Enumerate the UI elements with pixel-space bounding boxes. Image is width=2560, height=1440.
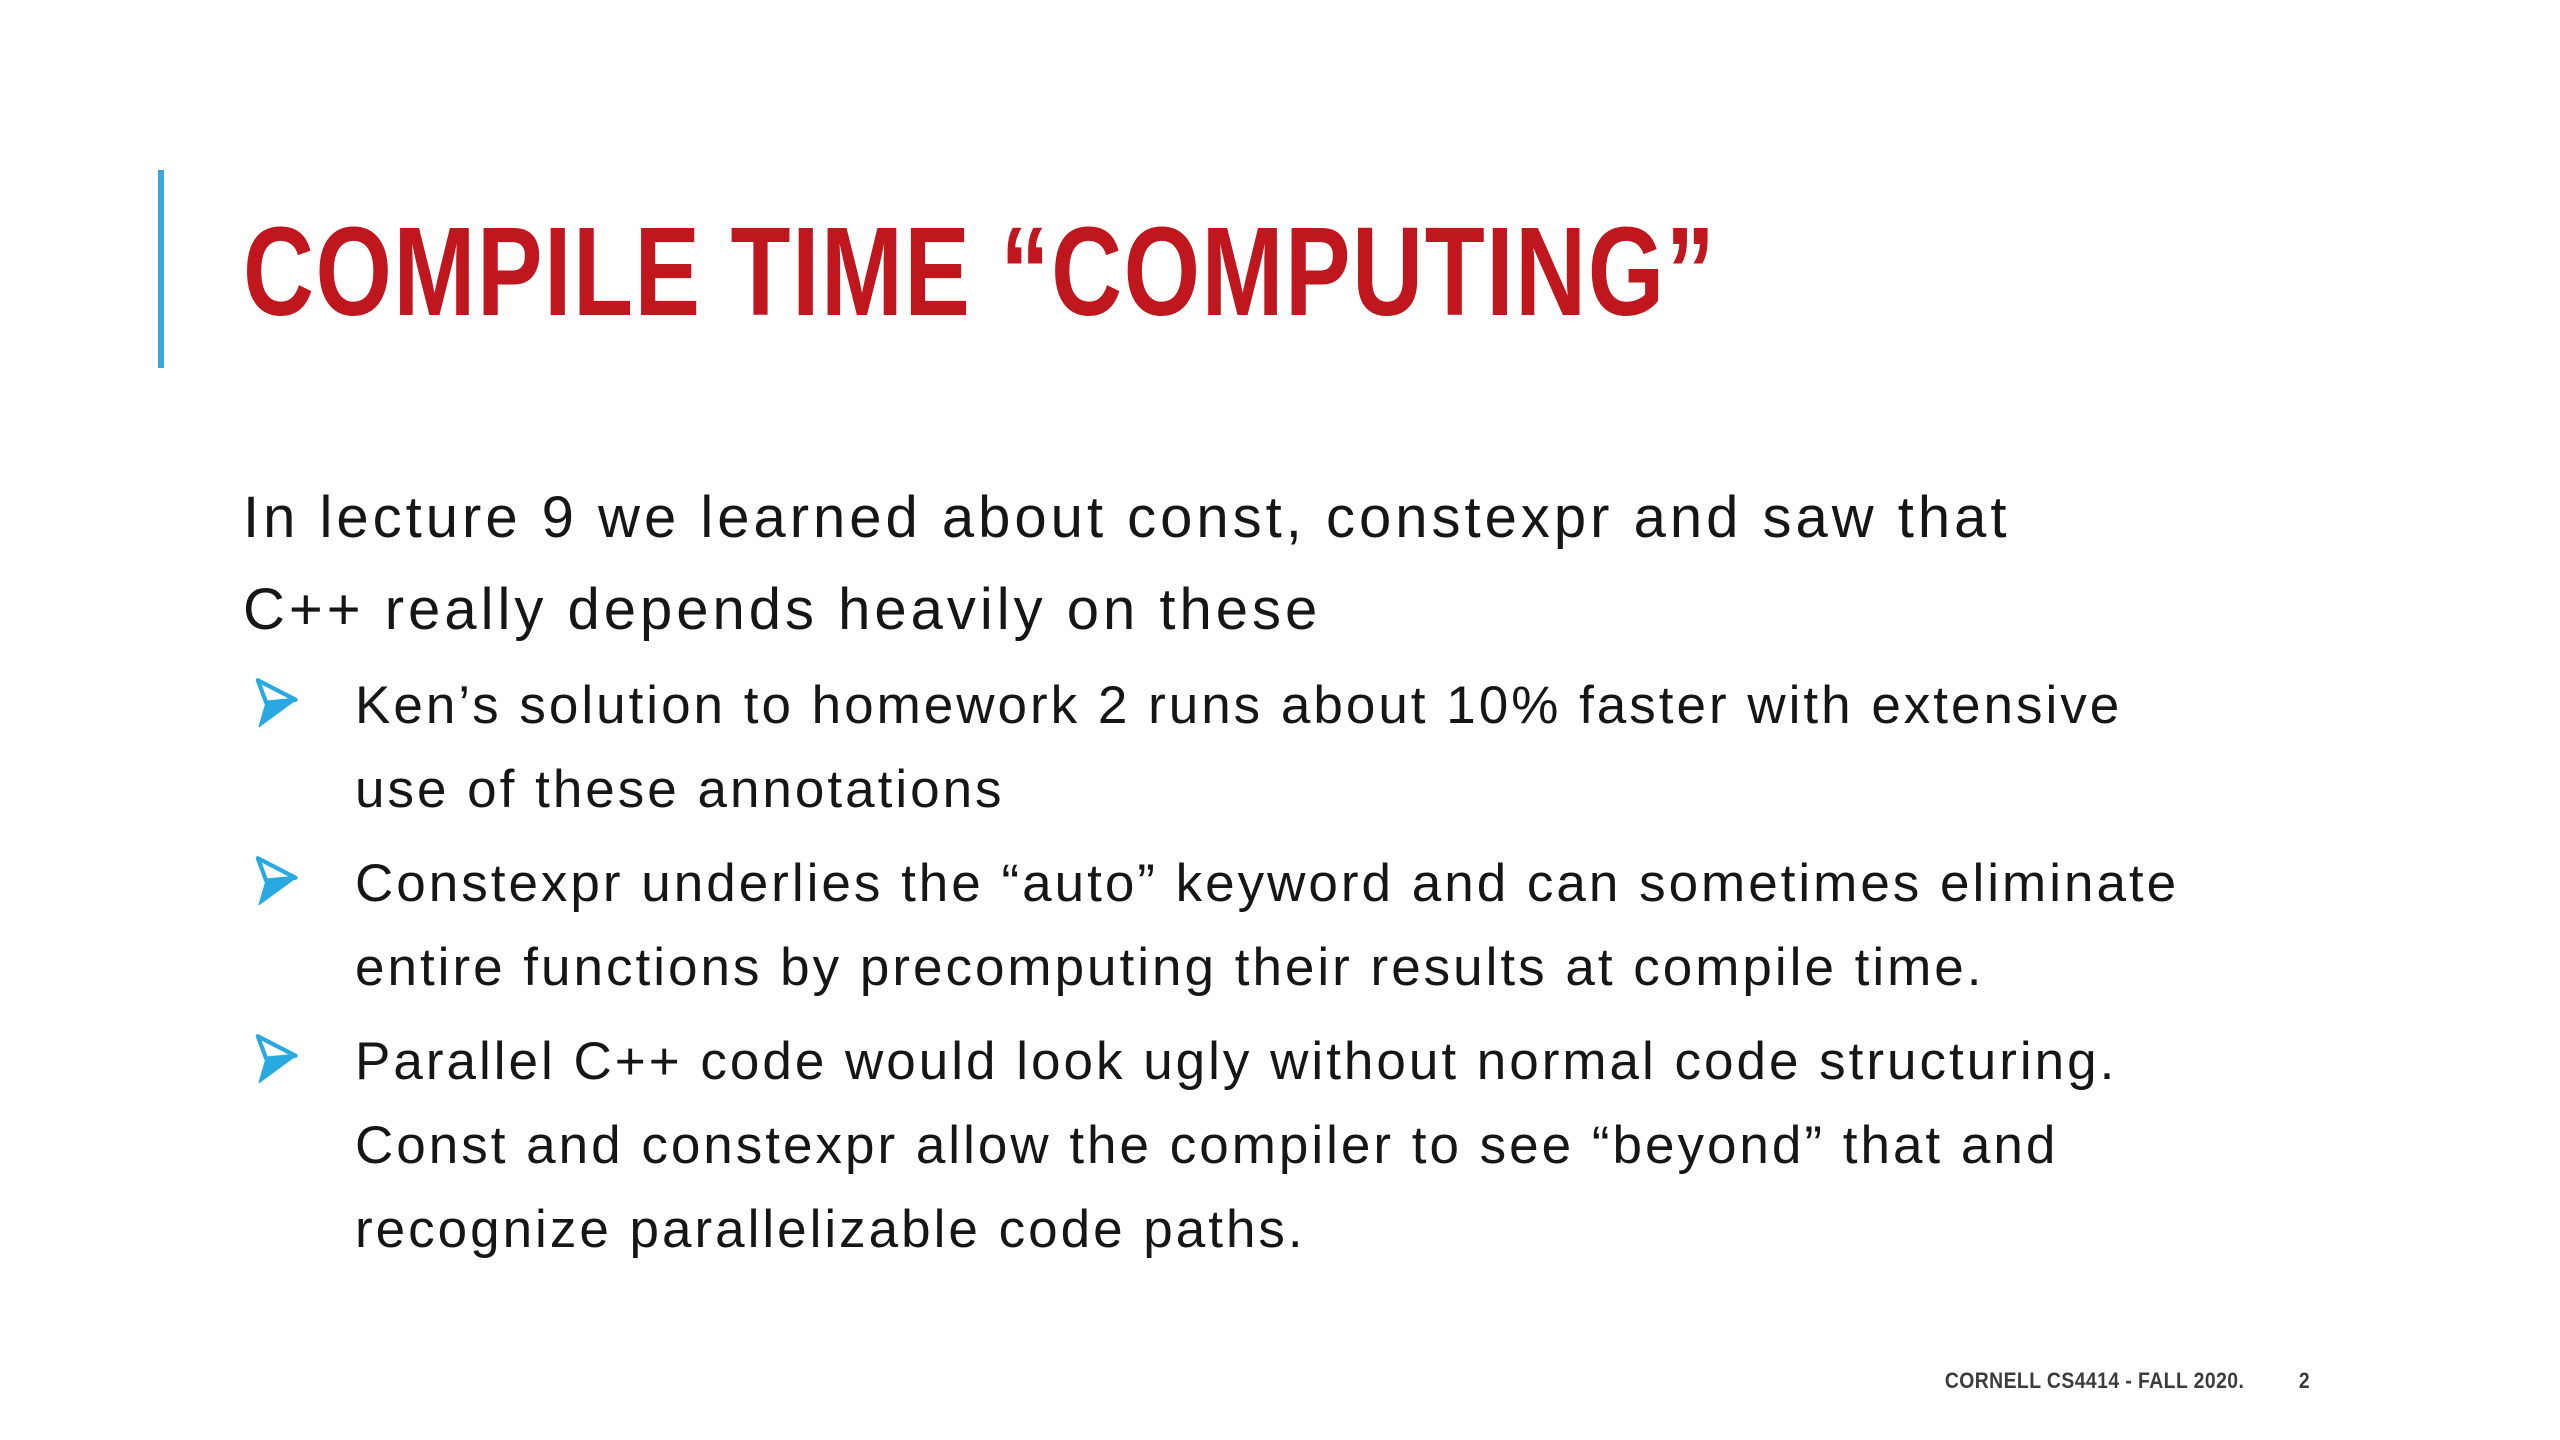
bullet-item-3 <box>245 1020 2179 1272</box>
bullet-text-line: Constexpr underlies the “auto” keyword and can sometimes eliminate <box>355 854 2180 913</box>
bullet-list <box>245 664 2179 1282</box>
arrowhead-right-icon <box>247 854 305 910</box>
footer-course-label: CORNELL CS4414 - FALL 2020. <box>1944 1368 2245 1393</box>
bullet-text-line: Parallel C++ code would look ugly without normal code structuring. <box>355 1032 2118 1091</box>
arrowhead-right-icon <box>247 676 305 732</box>
bullet-item-2 <box>245 842 2179 1010</box>
bullet-text-line: use of these annotations <box>355 760 1005 819</box>
footer-page-number: 2 <box>2298 1368 2310 1393</box>
arrowhead-right-icon <box>247 1032 305 1088</box>
bullet-text-line: entire functions by precomputing their results at compile time. <box>355 938 1985 997</box>
bullet-text-line: Ken’s solution to homework 2 runs about 10% faster with extensive <box>355 676 2123 735</box>
intro-paragraph <box>243 472 2010 656</box>
bullet-text-line: recognize parallelizable code paths. <box>355 1200 1306 1259</box>
slide-footer <box>1945 1368 2310 1394</box>
bullet-text-line: Const and constexpr allow the compiler to see “beyond” that and <box>355 1116 2059 1175</box>
slide-title: COMPILE TIME “COMPUTING” <box>243 201 1717 342</box>
bullet-item-1 <box>245 664 2179 832</box>
title-accent-bar <box>158 170 164 368</box>
intro-line-1: In lecture 9 we learned about const, constexpr and saw that <box>243 485 2011 550</box>
intro-line-2: C++ really depends heavily on these <box>243 577 1322 642</box>
